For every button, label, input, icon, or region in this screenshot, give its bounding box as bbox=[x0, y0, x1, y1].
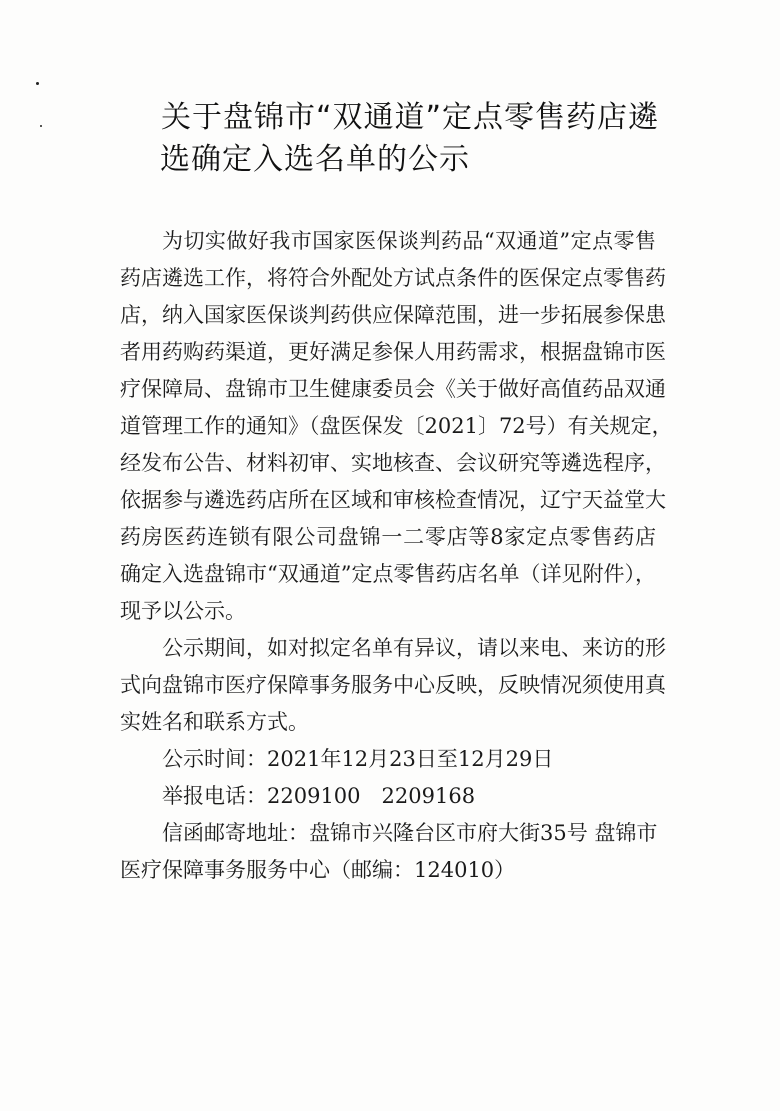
scan-speck bbox=[40, 125, 42, 127]
paragraph-1-line: 经发布公告、材料初审、实地核查、会议研究等遴选程序， bbox=[120, 451, 666, 475]
paragraph-1-line: 确定入选盘锦市“双通道”定点零售药店名单（详见附件）， bbox=[120, 562, 656, 586]
report-phone: 举报电话：2209100 2209168 bbox=[162, 784, 476, 808]
paragraph-2-line: 式向盘锦市医疗保障事务服务中心反映，反映情况须使用真 bbox=[120, 673, 666, 697]
paragraph-1-line: 药店遴选工作，将符合外配处方试点条件的医保定点零售药 bbox=[120, 266, 666, 290]
document-title-line-2: 选确定入选名单的公示 bbox=[160, 142, 470, 177]
paragraph-1-line: 依据参与遴选药店所在区域和审核检查情况，辽宁天益堂大 bbox=[120, 488, 666, 512]
scan-speck bbox=[36, 82, 39, 85]
paragraph-1-line: 为切实做好我市国家医保谈判药品“双通道”定点零售 bbox=[162, 229, 656, 253]
paragraph-2-line: 公示期间，如对拟定名单有异议，请以来电、来访的形 bbox=[162, 636, 666, 660]
mailing-address-line-1: 信函邮寄地址：盘锦市兴隆台区市府大街35号 盘锦市 bbox=[162, 821, 658, 845]
paragraph-1-line: 店，纳入国家医保谈判药供应保障范围，进一步拓展参保患 bbox=[120, 303, 666, 327]
paragraph-1-line: 道管理工作的通知》（盘医保发〔2021〕72号）有关规定， bbox=[120, 414, 673, 438]
paragraph-1-line: 者用药购药渠道，更好满足参保人用药需求，根据盘锦市医 bbox=[120, 340, 666, 364]
paragraph-2-line: 实姓名和联系方式。 bbox=[120, 710, 309, 734]
mailing-address-line-2: 医疗保障事务服务中心（邮编：124010） bbox=[120, 858, 516, 882]
paragraph-1-line: 药房医药连锁有限公司盘锦一二零店等8家定点零售药店 bbox=[120, 525, 656, 549]
paragraph-1-line: 现予以公示。 bbox=[120, 599, 246, 623]
publicity-period: 公示时间：2021年12月23日至12月29日 bbox=[162, 747, 554, 771]
document-title-line-1: 关于盘锦市“双通道”定点零售药店遴 bbox=[160, 100, 660, 135]
paragraph-1-line: 疗保障局、盘锦市卫生健康委员会《关于做好高值药品双通 bbox=[120, 377, 666, 401]
